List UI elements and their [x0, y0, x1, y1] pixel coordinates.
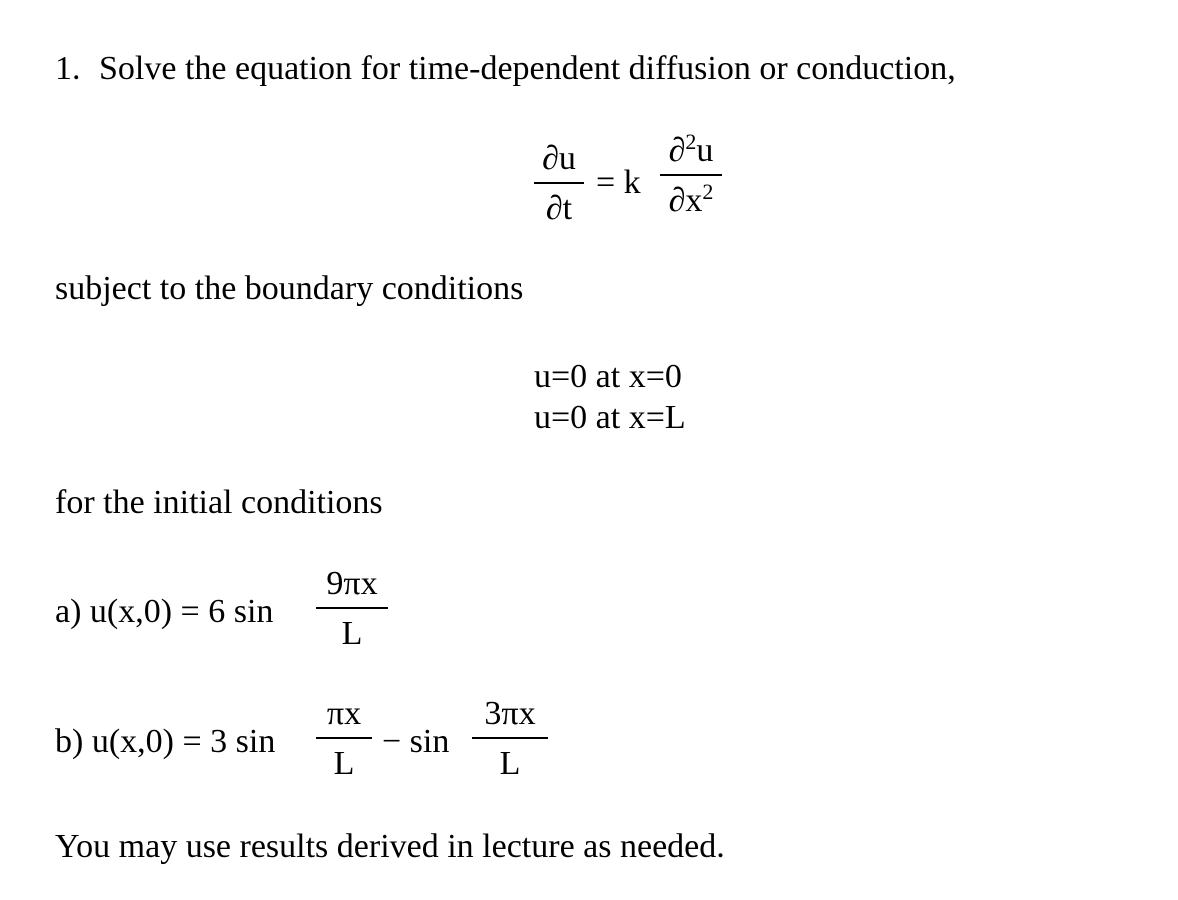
- pde-rhs-u: u: [696, 132, 714, 169]
- problem-intro: Solve the equation for time-dependent diffusion or conduction,: [99, 50, 956, 87]
- pde-rhs-denominator: [668, 179, 714, 219]
- problem-statement: [55, 52, 956, 86]
- initial-a-fraction-bar: [316, 607, 388, 609]
- problem-number: 1.: [55, 50, 81, 87]
- boundary-condition-1: u=0 at x=0: [534, 358, 682, 395]
- boundary-condition-2: u=0 at x=L: [534, 399, 686, 436]
- initial-b-numerator-2: 3πx: [484, 695, 536, 732]
- initial-b-denominator-2: L: [499, 745, 521, 782]
- initial-b-prefix: b) u(x,0) = 3 sin: [55, 723, 276, 760]
- pde-rhs-fraction-bar: [660, 174, 722, 176]
- pde-rhs-dx: ∂x: [668, 182, 703, 219]
- pde-lhs-fraction-bar: [534, 182, 584, 184]
- initial-a-numerator: 9πx: [326, 565, 378, 602]
- initial-b-fraction-bar-1: [316, 737, 372, 739]
- pde-lhs-numerator: ∂u: [542, 140, 576, 177]
- pde-lhs-fraction: [534, 142, 584, 226]
- boundary-intro: subject to the boundary conditions: [55, 270, 524, 307]
- pde-rhs-numerator: [668, 129, 714, 169]
- initial-intro: for the initial conditions: [55, 484, 383, 521]
- initial-b-fraction-1: [316, 697, 372, 781]
- initial-b-fraction-bar-2: [472, 737, 548, 739]
- initial-b-minus-sin: − sin: [382, 723, 450, 760]
- initial-b-fraction-2: [472, 697, 548, 781]
- pde-rhs-numerator-exponent: 2: [685, 129, 697, 154]
- initial-b-numerator-1: πx: [326, 695, 362, 732]
- pde-rhs-denominator-exponent: 2: [702, 179, 714, 204]
- pde-rhs-fraction: [660, 129, 722, 219]
- initial-a-denominator: L: [341, 615, 363, 652]
- closing-note: You may use results derived in lecture as needed.: [55, 828, 725, 865]
- pde-equals-k: = k: [596, 164, 641, 201]
- pde-lhs-denominator: ∂t: [545, 190, 573, 227]
- initial-a-fraction: [316, 567, 388, 651]
- pde-rhs-partial: ∂: [668, 132, 686, 169]
- initial-a-prefix: a) u(x,0) = 6 sin: [55, 593, 274, 630]
- initial-b-denominator-1: L: [333, 745, 355, 782]
